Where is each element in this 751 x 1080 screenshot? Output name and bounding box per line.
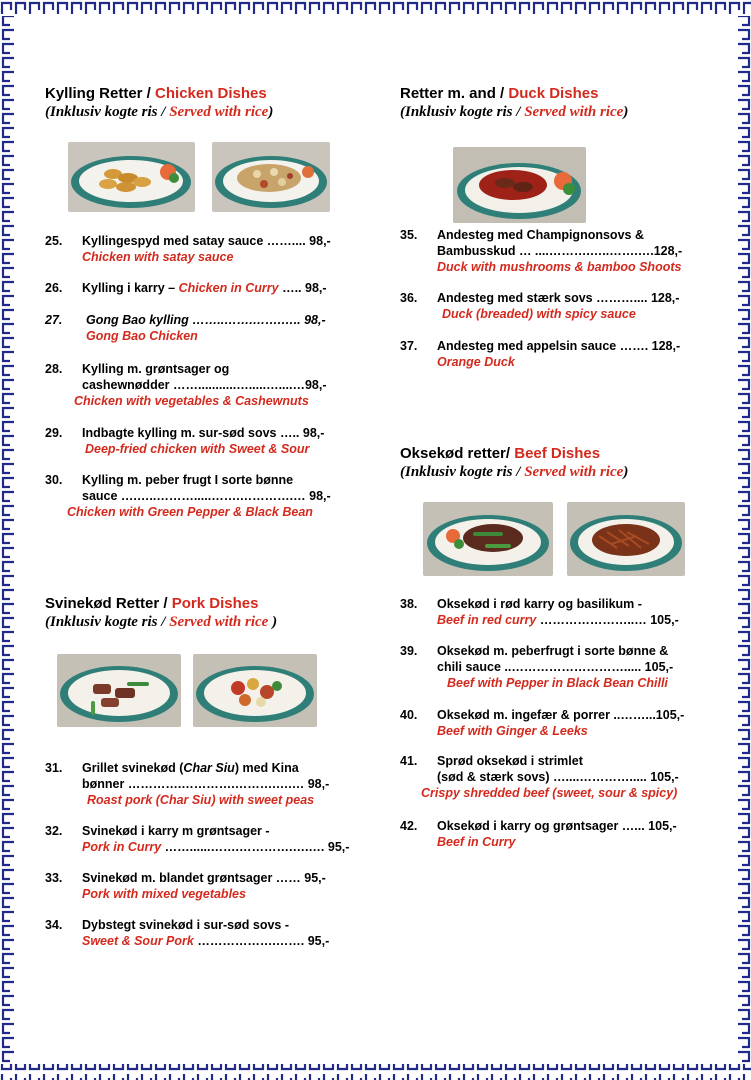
duck-section-title: Retter m. and / Duck Dishes — [400, 85, 599, 102]
item-27-name: Gong Bao kylling ……..…….…….….. 98,- — [86, 313, 326, 327]
item-39-name-line2: chili sauce ..………………………..... 105,- — [437, 660, 674, 674]
item-34-english: Sweet & Sour Pork — [82, 934, 194, 948]
item-25-name: Kyllingespyd med satay sauce …….... 98,- — [82, 234, 331, 248]
item-31-name-rest: ) med Kina — [234, 761, 299, 775]
item-37-english: Orange Duck — [437, 355, 515, 369]
duck-dish-photo — [453, 147, 586, 223]
item-42-name: Oksekød i karry og grøntsager …... 105,- — [437, 819, 677, 833]
item-32-price: ……......…….………….….…. 95,- — [161, 840, 350, 854]
item-26-price: ….. 98,- — [278, 281, 327, 295]
beef-section-title: Oksekød retter/ Beef Dishes — [400, 445, 601, 462]
item-34-price: ……………….……. 95,- — [193, 934, 330, 948]
item-27-english: Gong Bao Chicken — [86, 329, 198, 343]
chicken-title-da: Kylling Retter — [45, 85, 143, 102]
duck-title-da: Retter m. and — [400, 85, 496, 102]
item-25-english: Chicken with satay sauce — [82, 250, 234, 264]
beef-sub-da: (Inklusiv kogte ris — [400, 464, 513, 480]
beef-red-curry-photo — [423, 502, 553, 576]
pork-title-en: Pork Dishes — [171, 595, 259, 612]
item-33-name: Svinekød m. blandet grøntsager …… 95,- — [82, 871, 326, 885]
item-30-name-line2: sauce ….…..……….....…….………….… 98,- — [82, 489, 331, 503]
item-29-name: Indbagte kylling m. sur-sød sovs ….. 98,- — [82, 426, 325, 440]
char-siu-pork-photo — [57, 654, 181, 727]
item-40-english: Beef with Ginger & Leeks — [437, 724, 588, 738]
item-33-english: Pork with mixed vegetables — [82, 887, 246, 901]
chicken-satay-photo — [68, 142, 195, 212]
item-30-english: Chicken with Green Pepper & Black Bean — [67, 505, 313, 519]
duck-title-en: Duck Dishes — [508, 85, 599, 102]
chicken-sub-da: (Inklusiv kogte ris — [45, 104, 158, 120]
item-38-price: …………………..… 105,- — [536, 613, 679, 627]
item-31-name-line2: bønner ………….………….……….….… 98,- — [82, 777, 330, 791]
sweet-sour-pork-photo — [193, 654, 317, 727]
item-41-english: Crispy shredded beef (sweet, sour & spicy) — [421, 786, 678, 800]
item-37-name: Andesteg med appelsin sauce ……. 128,- — [437, 339, 681, 353]
chicken-section-title: Kylling Retter / Chicken Dishes — [45, 85, 267, 102]
chicken-title-en: Chicken Dishes — [155, 85, 267, 102]
beef-title-en: Beef Dishes — [514, 445, 601, 462]
item-32-name: Svinekød i karry m grøntsager - — [82, 824, 270, 838]
item-39-name: Oksekød m. peberfrugt i sorte bønne & — [437, 644, 669, 658]
chicken-section-subtitle: (Inklusiv kogte ris / Served with rice) — [45, 104, 274, 120]
item-38-english: Beef in red curry — [437, 613, 537, 627]
pork-sub-en: Served with rice — [169, 614, 269, 630]
pork-sub-da: (Inklusiv kogte ris — [45, 614, 158, 630]
item-31-english: Roast pork (Char Siu) with sweet peas — [87, 793, 315, 807]
item-41-name: Sprød oksekød i strimlet — [437, 754, 583, 768]
chicken-sub-en: Served with rice — [169, 104, 269, 120]
item-28-name-line2: cashewnødder ……...........….....…....…98,- — [82, 378, 327, 392]
item-35-name-line2: Bambusskud … ....……….…..…….….128,- — [437, 244, 683, 258]
item-26-name: Kylling i karry – — [82, 281, 179, 295]
item-30-name: Kylling m. peber frugt I sorte bønne — [82, 473, 294, 487]
duck-sub-da: (Inklusiv kogte ris — [400, 104, 513, 120]
beef-title-da: Oksekød retter — [400, 445, 506, 462]
pork-section-subtitle: (Inklusiv kogte ris / Served with rice ) — [45, 614, 278, 630]
item-31-name-italic: Char Siu — [183, 761, 235, 775]
item-35-name: Andesteg med Champignonsovs & — [437, 228, 644, 242]
item-28-english: Chicken with vegetables & Cashewnuts — [74, 394, 309, 408]
item-40-name: Oksekød m. ingefær & porrer ..……...105,- — [437, 708, 685, 722]
item-29-english: Deep-fried chicken with Sweet & Sour — [85, 442, 310, 456]
item-36-name: Andesteg med stærk sovs ……….... 128,- — [437, 291, 680, 305]
item-41-name-line2: (sød & stærk sovs) …....…………..... 105,- — [437, 770, 679, 784]
item-34-name: Dybstegt svinekød i sur-sød sovs - — [82, 918, 289, 932]
item-31-name: Grillet svinekød ( — [82, 761, 184, 775]
duck-sub-en: Served with rice — [524, 104, 624, 120]
item-32-english: Pork in Curry — [82, 840, 162, 854]
beef-sub-en: Served with rice — [524, 464, 624, 480]
crispy-beef-photo — [567, 502, 685, 576]
beef-section-subtitle: (Inklusiv kogte ris / Served with rice) — [400, 464, 629, 480]
item-28-name: Kylling m. grøntsager og — [82, 362, 230, 376]
item-39-english: Beef with Pepper in Black Bean Chilli — [447, 676, 668, 690]
item-42-english: Beef in Curry — [437, 835, 516, 849]
duck-section-subtitle: (Inklusiv kogte ris / Served with rice) — [400, 104, 629, 120]
gong-bao-chicken-photo — [212, 142, 330, 212]
item-38-name: Oksekød i rød karry og basilikum - — [437, 597, 642, 611]
item-35-english: Duck with mushrooms & bamboo Shoots — [437, 260, 682, 274]
pork-title-da: Svinekød Retter — [45, 595, 160, 612]
item-36-english: Duck (breaded) with spicy sauce — [442, 307, 636, 321]
pork-section-title: Svinekød Retter / Pork Dishes — [45, 595, 259, 612]
item-26-english: Chicken in Curry — [178, 281, 279, 295]
